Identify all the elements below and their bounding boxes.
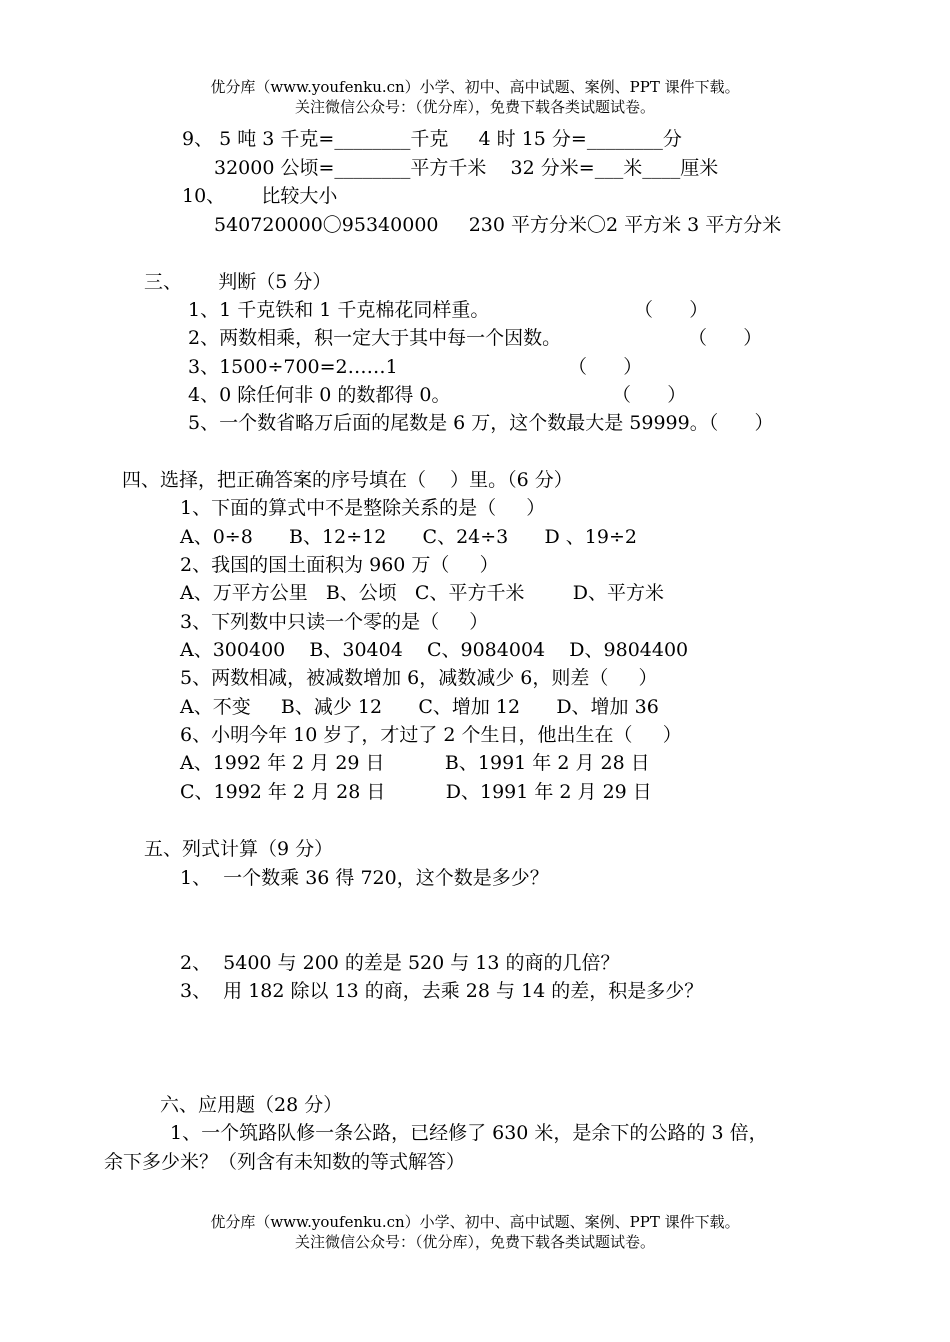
- q9-line-2: 32000 公顷=________平方千米 32 分米=___米____厘米: [214, 157, 719, 179]
- judge-item-5: 5、一个数省略万后面的尾数是 6 万，这个数最大是 59999。（ ）: [188, 412, 774, 434]
- choice-line-1: 1、下面的算式中不是整除关系的是（ ）: [180, 497, 546, 519]
- judge-blank-2: （ ）: [688, 327, 763, 349]
- judge-blank-3: （ ）: [568, 356, 643, 378]
- calc-question-1: 1、 一个数乘 36 得 720，这个数是多少？: [180, 867, 549, 889]
- judge-item-3: 3、1500÷700=2……1: [188, 356, 398, 378]
- choice-line-2: A、0÷8 B、12÷12 C、24÷3 D 、19÷2: [180, 526, 637, 548]
- calc-question-3: 3、 用 182 除以 13 的商，去乘 28 与 14 的差，积是多少？: [180, 980, 704, 1002]
- section4-title: 四、选择，把正确答案的序号填在（ ）里。（6 分）: [122, 469, 573, 491]
- header-line-2: 关注微信公众号：（优分库），免费下载各类试题试卷。: [294, 98, 655, 116]
- section3-title: 三、 判断（5 分）: [144, 271, 332, 293]
- judge-blank-1: （ ）: [634, 299, 709, 321]
- choice-line-6: A、300400 B、30404 C、9084004 D、9804400: [180, 639, 689, 661]
- choice-line-4: A、万平方公里 B、公顷 C、平方千米 D、平方米: [180, 582, 665, 604]
- header-line-1: 优分库（www.youfenku.cn）小学、初中、高中试题、案例、PPT 课件下载。: [210, 78, 740, 96]
- calc-question-2: 2、 5400 与 200 的差是 520 与 13 的商的几倍？: [180, 952, 620, 974]
- judge-blank-4: （ ）: [612, 384, 687, 406]
- choice-line-11: C、1992 年 2 月 28 日 D、1991 年 2 月 29 日: [180, 781, 652, 803]
- judge-item-2: 2、两数相乘，积一定大于其中每一个因数。: [188, 327, 562, 349]
- choice-line-8: A、不变 B、减少 12 C、增加 12 D、增加 36: [180, 696, 659, 718]
- q9-line-1: 9、 5 吨 3 千克=________千克 4 时 15 分=________分: [182, 128, 682, 150]
- section5-title: 五、列式计算（9 分）: [144, 838, 334, 860]
- judge-item-1: 1、1 千克铁和 1 千克棉花同样重。: [188, 299, 490, 321]
- choice-line-10: A、1992 年 2 月 29 日 B、1991 年 2 月 28 日: [180, 752, 650, 774]
- choice-line-9: 6、小明今年 10 岁了，才过了 2 个生日，他出生在（ ）: [180, 724, 682, 746]
- choice-line-7: 5、两数相减，被减数增加 6，减数减少 6，则差（ ）: [180, 667, 658, 689]
- app-question-1-line-2: 余下多少米？（列含有未知数的等式解答）: [104, 1151, 466, 1173]
- choice-line-5: 3、下列数中只读一个零的是（ ）: [180, 611, 489, 633]
- q10-label: 10、 比较大小: [182, 185, 338, 207]
- footer-line-2: 关注微信公众号：（优分库），免费下载各类试题试卷。: [294, 1233, 655, 1251]
- q10-line: 540720000〇95340000 230 平方分米〇2 平方米 3 平方分米: [214, 214, 782, 236]
- section6-title: 六、应用题（28 分）: [160, 1094, 343, 1116]
- judge-item-4: 4、0 除任何非 0 的数都得 0。: [188, 384, 451, 406]
- choice-line-3: 2、我国的国土面积为 960 万（ ）: [180, 554, 499, 576]
- footer-line-1: 优分库（www.youfenku.cn）小学、初中、高中试题、案例、PPT 课件下载。: [210, 1213, 740, 1231]
- app-question-1-line-1: 1、一个筑路队修一条公路，已经修了 630 米，是余下的公路的 3 倍，: [170, 1122, 768, 1144]
